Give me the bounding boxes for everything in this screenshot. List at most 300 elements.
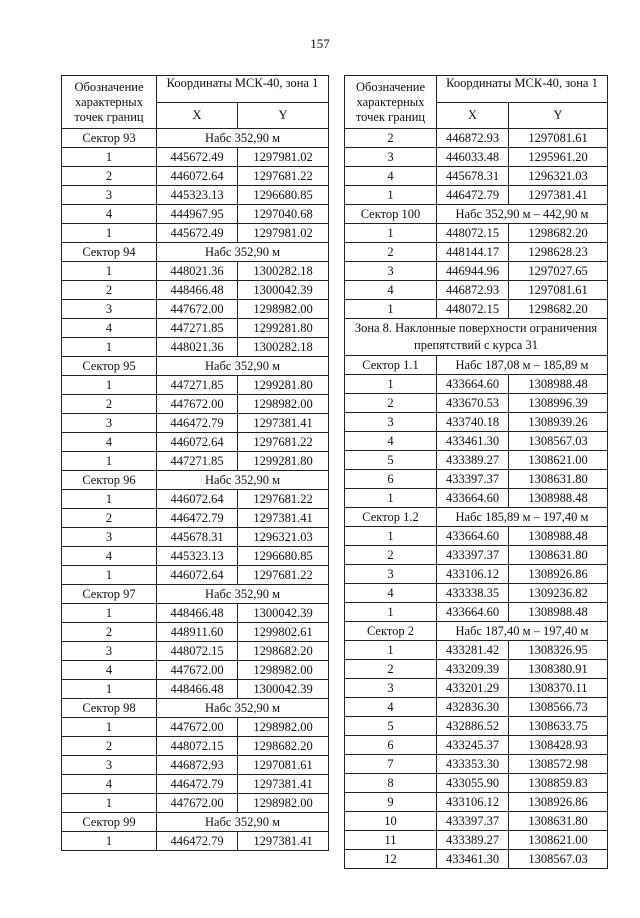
coord-y: 1299802.61: [238, 623, 329, 642]
point-number: 1: [345, 224, 437, 243]
header-y: Y: [238, 102, 329, 129]
coord-y: 1297081.61: [238, 756, 329, 775]
sector-name: Сектор 98: [62, 699, 157, 718]
coord-x: 445323.13: [157, 547, 238, 566]
sector-height: Набс 352,90 м: [157, 699, 329, 718]
coord-y: 1297981.02: [238, 224, 329, 243]
point-number: 2: [62, 737, 157, 756]
coord-y: 1298982.00: [238, 395, 329, 414]
table-row: [345, 812, 608, 831]
table-row: [62, 528, 329, 547]
coord-y: 1308326.95: [509, 641, 608, 660]
coord-x: 433397.37: [437, 470, 509, 489]
point-number: 1: [62, 680, 157, 699]
point-number: 11: [345, 831, 437, 850]
coord-y: 1298682.20: [509, 224, 608, 243]
coord-x: 446072.64: [157, 167, 238, 186]
coord-x: 446472.79: [437, 186, 509, 205]
table-row: [62, 224, 329, 243]
point-number: 1: [345, 186, 437, 205]
point-number: 1: [62, 452, 157, 471]
table-row: [345, 774, 608, 793]
coord-x: 448072.15: [437, 300, 509, 319]
point-number: 2: [62, 167, 157, 186]
table-row: [345, 300, 608, 319]
coord-x: 433664.60: [437, 489, 509, 508]
table-row: [345, 470, 608, 489]
coord-x: 446472.79: [157, 414, 238, 433]
sector-name: Сектор 1.2: [345, 508, 437, 527]
table-row: [345, 451, 608, 470]
coord-x: 433397.37: [437, 546, 509, 565]
sector-height: Набс 352,90 м – 442,90 м: [437, 205, 608, 224]
point-number: 12: [345, 850, 437, 869]
coord-x: 433397.37: [437, 812, 509, 831]
coord-x: 448466.48: [157, 680, 238, 699]
point-number: 3: [62, 528, 157, 547]
sector-name: Сектор 94: [62, 243, 157, 262]
sector-row: [62, 357, 329, 376]
coord-y: 1308926.86: [509, 565, 608, 584]
point-number: 4: [62, 433, 157, 452]
coord-x: 446872.93: [437, 129, 509, 148]
sector-row: [62, 699, 329, 718]
point-number: 3: [62, 756, 157, 775]
coord-y: 1297381.41: [238, 775, 329, 794]
coord-y: 1296321.03: [238, 528, 329, 547]
coord-y: 1297681.22: [238, 167, 329, 186]
coord-y: 1308996.39: [509, 394, 608, 413]
sector-row: [62, 813, 329, 832]
point-number: 3: [62, 414, 157, 433]
sector-height: Набс 185,89 м – 197,40 м: [437, 508, 608, 527]
sector-row: [345, 205, 608, 224]
table-row: [62, 452, 329, 471]
point-number: 1: [62, 262, 157, 281]
point-number: 2: [345, 394, 437, 413]
coord-y: 1297027.65: [509, 262, 608, 281]
coord-x: 445323.13: [157, 186, 238, 205]
coord-y: 1308572.98: [509, 755, 608, 774]
point-number: 1: [62, 604, 157, 623]
coord-y: 1308633.75: [509, 717, 608, 736]
coord-x: 446944.96: [437, 262, 509, 281]
header-coordinates-title: Координаты МСК-40, зона 1: [157, 76, 329, 103]
sector-row: [345, 356, 608, 375]
table-row: [345, 755, 608, 774]
header-y: Y: [509, 102, 608, 129]
point-number: 1: [62, 566, 157, 585]
coord-y: 1296680.85: [238, 186, 329, 205]
table-row: [345, 281, 608, 300]
table-row: [345, 224, 608, 243]
coord-x: 445672.49: [157, 224, 238, 243]
table-row: [62, 794, 329, 813]
table-row: [62, 414, 329, 433]
coord-y: 1308988.48: [509, 527, 608, 546]
point-number: 3: [345, 679, 437, 698]
sector-row: [62, 471, 329, 490]
point-number: 3: [345, 262, 437, 281]
coord-y: 1308859.83: [509, 774, 608, 793]
coord-y: 1297381.41: [238, 832, 329, 851]
coordinates-table-left: [61, 75, 329, 851]
table-row: [345, 413, 608, 432]
coord-y: 1298682.20: [238, 737, 329, 756]
coord-x: 433670.53: [437, 394, 509, 413]
coord-x: 448466.48: [157, 281, 238, 300]
coord-x: 448911.60: [157, 623, 238, 642]
sector-name: Сектор 99: [62, 813, 157, 832]
coord-y: 1297681.22: [238, 566, 329, 585]
point-number: 2: [345, 243, 437, 262]
point-number: 8: [345, 774, 437, 793]
table-row: [345, 831, 608, 850]
coord-y: 1308988.48: [509, 375, 608, 394]
table-row: [345, 603, 608, 622]
header-point-label: Обозначение характерных точек границ: [62, 76, 157, 129]
coord-y: 1309236.82: [509, 584, 608, 603]
coord-y: 1300282.18: [238, 262, 329, 281]
table-row: [62, 547, 329, 566]
sector-row: [345, 622, 608, 641]
coord-y: 1308567.03: [509, 850, 608, 869]
point-number: 1: [62, 794, 157, 813]
table-row: [62, 623, 329, 642]
header-x: X: [437, 102, 509, 129]
table-row: [62, 319, 329, 338]
coord-x: 433664.60: [437, 603, 509, 622]
table-row: [62, 642, 329, 661]
sector-name: Сектор 1.1: [345, 356, 437, 375]
coord-x: 448021.36: [157, 262, 238, 281]
coord-x: 448072.15: [437, 224, 509, 243]
sector-name: Сектор 95: [62, 357, 157, 376]
table-row: [345, 717, 608, 736]
coord-x: 446472.79: [157, 509, 238, 528]
table-row: [62, 756, 329, 775]
table-row: [62, 148, 329, 167]
point-number: 6: [345, 470, 437, 489]
point-number: 1: [345, 527, 437, 546]
sector-name: Сектор 2: [345, 622, 437, 641]
table-row: [62, 376, 329, 395]
coord-y: 1308939.26: [509, 413, 608, 432]
point-number: 3: [62, 642, 157, 661]
sector-name: Сектор 93: [62, 129, 157, 148]
coord-y: 1308428.93: [509, 736, 608, 755]
sector-name: Сектор 96: [62, 471, 157, 490]
coord-y: 1297081.61: [509, 281, 608, 300]
coord-x: 447672.00: [157, 794, 238, 813]
coord-x: 446872.93: [437, 281, 509, 300]
coord-y: 1308567.03: [509, 432, 608, 451]
coord-x: 433201.29: [437, 679, 509, 698]
coord-x: 447672.00: [157, 718, 238, 737]
sector-height: Набс 352,90 м: [157, 585, 329, 604]
table-row: [345, 148, 608, 167]
table-row: [345, 243, 608, 262]
coord-x: 446872.93: [157, 756, 238, 775]
coord-y: 1308566.73: [509, 698, 608, 717]
point-number: 4: [62, 661, 157, 680]
table-row: [345, 736, 608, 755]
table-row: [62, 604, 329, 623]
table-row: [62, 262, 329, 281]
coord-y: 1308631.80: [509, 546, 608, 565]
coord-x: 447672.00: [157, 395, 238, 414]
coord-y: 1298982.00: [238, 718, 329, 737]
coord-y: 1297081.61: [509, 129, 608, 148]
table-row: [62, 281, 329, 300]
coord-x: 445672.49: [157, 148, 238, 167]
sector-height: Набс 352,90 м: [157, 129, 329, 148]
coord-x: 433664.60: [437, 375, 509, 394]
point-number: 3: [62, 186, 157, 205]
point-number: 3: [345, 148, 437, 167]
table-row: [62, 737, 329, 756]
coord-x: 445678.31: [157, 528, 238, 547]
point-number: 2: [345, 129, 437, 148]
sector-height: Набс 352,90 м: [157, 243, 329, 262]
sector-height: Набс 352,90 м: [157, 813, 329, 832]
coord-y: 1298982.00: [238, 661, 329, 680]
coord-x: 433209.39: [437, 660, 509, 679]
table-row: [62, 718, 329, 737]
coord-y: 1297981.02: [238, 148, 329, 167]
coord-y: 1308631.80: [509, 470, 608, 489]
coord-x: 432836.30: [437, 698, 509, 717]
coord-x: 446472.79: [157, 832, 238, 851]
coord-y: 1298982.00: [238, 794, 329, 813]
coord-x: 445678.31: [437, 167, 509, 186]
point-number: 1: [345, 603, 437, 622]
point-number: 4: [62, 775, 157, 794]
point-number: 2: [62, 281, 157, 300]
coord-x: 447271.85: [157, 376, 238, 395]
point-number: 2: [62, 623, 157, 642]
coord-x: 433461.30: [437, 432, 509, 451]
coord-x: 447672.00: [157, 661, 238, 680]
table-row: [345, 394, 608, 413]
coord-y: 1297381.41: [509, 186, 608, 205]
table-row: [345, 850, 608, 869]
coord-y: 1297381.41: [238, 414, 329, 433]
coord-x: 433106.12: [437, 565, 509, 584]
header-point-label: Обозначение характерных точек границ: [345, 76, 437, 129]
point-number: 7: [345, 755, 437, 774]
sector-row: [345, 508, 608, 527]
zone-heading: Зона 8. Наклонные поверхности ограничения препятствий с курса 31: [345, 319, 608, 356]
point-number: 4: [62, 547, 157, 566]
table-row: [62, 167, 329, 186]
coord-y: 1298982.00: [238, 300, 329, 319]
coord-x: 444967.95: [157, 205, 238, 224]
point-number: 1: [62, 718, 157, 737]
sector-height: Набс 187,08 м – 185,89 м: [437, 356, 608, 375]
table-row: [345, 584, 608, 603]
point-number: 2: [62, 395, 157, 414]
coord-y: 1308380.91: [509, 660, 608, 679]
coord-y: 1296321.03: [509, 167, 608, 186]
coord-y: 1297381.41: [238, 509, 329, 528]
coord-y: 1300282.18: [238, 338, 329, 357]
table-row: [62, 300, 329, 319]
coord-x: 448072.15: [157, 642, 238, 661]
table-row: [345, 129, 608, 148]
coord-x: 433389.27: [437, 831, 509, 850]
point-number: 3: [345, 413, 437, 432]
coord-x: 448144.17: [437, 243, 509, 262]
coord-y: 1298682.20: [509, 300, 608, 319]
coord-x: 433245.37: [437, 736, 509, 755]
coord-x: 447271.85: [157, 452, 238, 471]
point-number: 3: [62, 300, 157, 319]
coord-y: 1308988.48: [509, 603, 608, 622]
coord-x: 446033.48: [437, 148, 509, 167]
sector-row: [62, 129, 329, 148]
table-row: [62, 490, 329, 509]
point-number: 3: [345, 565, 437, 584]
header-x: X: [157, 102, 238, 129]
coord-y: 1296680.85: [238, 547, 329, 566]
coord-x: 433389.27: [437, 451, 509, 470]
coord-x: 446472.79: [157, 775, 238, 794]
coord-y: 1308621.00: [509, 451, 608, 470]
sector-height: Набс 352,90 м: [157, 471, 329, 490]
coord-x: 448021.36: [157, 338, 238, 357]
coordinates-table-right: [344, 75, 608, 869]
table-row: [62, 509, 329, 528]
table-row: [345, 698, 608, 717]
coord-y: 1308631.80: [509, 812, 608, 831]
coord-y: 1308988.48: [509, 489, 608, 508]
table-row: [62, 566, 329, 585]
coord-y: 1300042.39: [238, 604, 329, 623]
coord-x: 433106.12: [437, 793, 509, 812]
table-row: [62, 395, 329, 414]
coord-x: 446072.64: [157, 566, 238, 585]
table-row: [62, 433, 329, 452]
coord-x: 448072.15: [157, 737, 238, 756]
coord-x: 447271.85: [157, 319, 238, 338]
coord-y: 1308370.11: [509, 679, 608, 698]
point-number: 2: [62, 509, 157, 528]
table-row: [62, 680, 329, 699]
table-row: [345, 641, 608, 660]
sector-row: [62, 585, 329, 604]
point-number: 1: [62, 832, 157, 851]
table-row: [345, 489, 608, 508]
point-number: 5: [345, 717, 437, 736]
point-number: 1: [345, 489, 437, 508]
page-number: 157: [310, 36, 330, 51]
table-row: [345, 186, 608, 205]
point-number: 1: [345, 641, 437, 660]
table-row: [345, 565, 608, 584]
table-row: [345, 432, 608, 451]
sector-height: Набс 352,90 м: [157, 357, 329, 376]
point-number: 2: [345, 546, 437, 565]
table-row: [345, 546, 608, 565]
table-row: [62, 661, 329, 680]
coord-y: 1299281.80: [238, 452, 329, 471]
coord-y: 1298682.20: [238, 642, 329, 661]
coord-y: 1298628.23: [509, 243, 608, 262]
coord-x: 433664.60: [437, 527, 509, 546]
point-number: 4: [345, 698, 437, 717]
coord-y: 1297681.22: [238, 433, 329, 452]
point-number: 1: [62, 490, 157, 509]
point-number: 1: [345, 300, 437, 319]
coord-x: 433740.18: [437, 413, 509, 432]
coord-x: 448466.48: [157, 604, 238, 623]
coord-x: 446072.64: [157, 490, 238, 509]
table-row: [345, 262, 608, 281]
coord-y: 1299281.80: [238, 376, 329, 395]
table-row: [62, 775, 329, 794]
table-row: [62, 832, 329, 851]
coord-x: 433338.35: [437, 584, 509, 603]
point-number: 4: [345, 584, 437, 603]
coord-y: 1300042.39: [238, 281, 329, 300]
coord-y: 1297040.68: [238, 205, 329, 224]
coord-x: 433461.30: [437, 850, 509, 869]
point-number: 4: [345, 432, 437, 451]
point-number: 5: [345, 451, 437, 470]
coord-x: 433055.90: [437, 774, 509, 793]
sector-name: Сектор 97: [62, 585, 157, 604]
sector-name: Сектор 100: [345, 205, 437, 224]
sector-row: [62, 243, 329, 262]
point-number: 4: [345, 281, 437, 300]
point-number: 4: [62, 319, 157, 338]
table-row: [345, 660, 608, 679]
coord-y: 1308621.00: [509, 831, 608, 850]
coord-x: 433281.42: [437, 641, 509, 660]
table-row: [62, 205, 329, 224]
table-row: [345, 793, 608, 812]
zone-heading-row: [345, 319, 608, 356]
sector-height: Набс 187,40 м – 197,40 м: [437, 622, 608, 641]
coord-x: 447672.00: [157, 300, 238, 319]
point-number: 1: [62, 224, 157, 243]
table-row: [62, 338, 329, 357]
table-body-left: [62, 129, 329, 851]
table-row: [62, 186, 329, 205]
coord-x: 446072.64: [157, 433, 238, 452]
point-number: 1: [62, 338, 157, 357]
point-number: 2: [345, 660, 437, 679]
point-number: 9: [345, 793, 437, 812]
table-row: [345, 679, 608, 698]
point-number: 1: [345, 375, 437, 394]
coord-x: 432886.52: [437, 717, 509, 736]
point-number: 4: [345, 167, 437, 186]
table-row: [345, 167, 608, 186]
coord-y: 1295961.20: [509, 148, 608, 167]
coord-y: 1299281.80: [238, 319, 329, 338]
coord-x: 433353.30: [437, 755, 509, 774]
point-number: 1: [62, 376, 157, 395]
table-row: [345, 527, 608, 546]
coord-y: 1300042.39: [238, 680, 329, 699]
point-number: 4: [62, 205, 157, 224]
point-number: 1: [62, 148, 157, 167]
point-number: 6: [345, 736, 437, 755]
point-number: 10: [345, 812, 437, 831]
coord-y: 1308926.86: [509, 793, 608, 812]
